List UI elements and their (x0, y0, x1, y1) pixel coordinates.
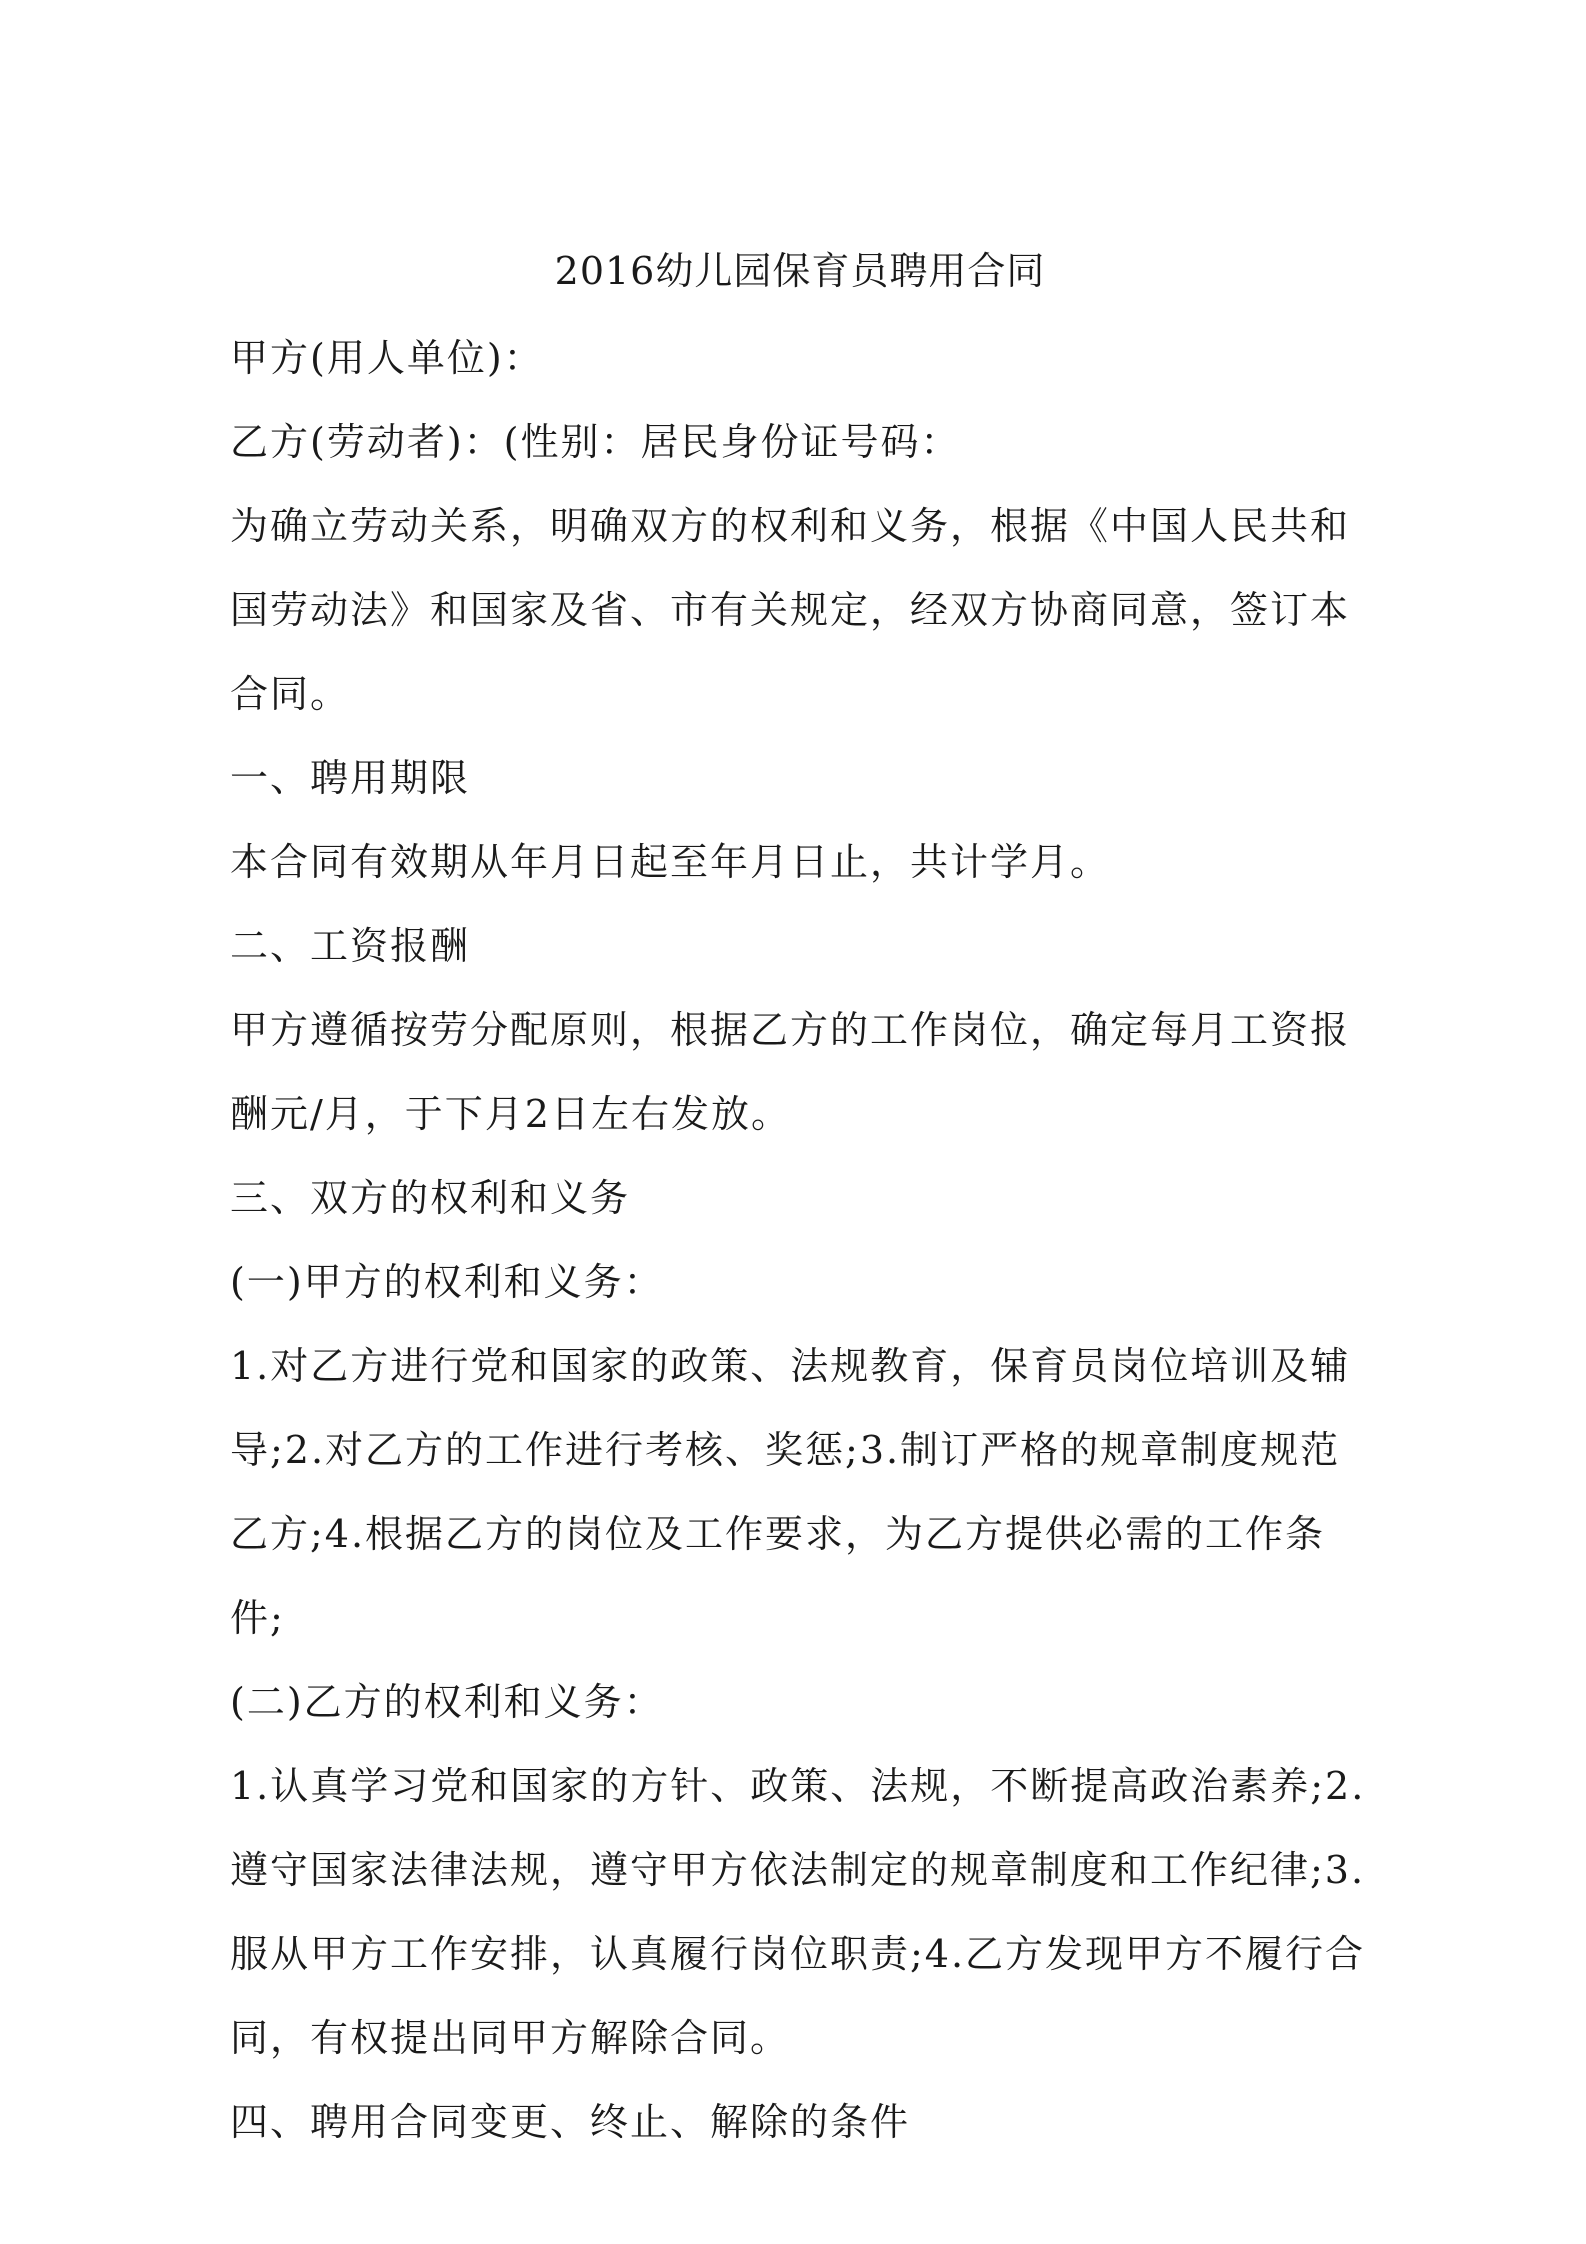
section-heading-rights: 三、双方的权利和义务 (230, 1176, 631, 1220)
party-b-line: 乙方(劳动者)：(性别：居民身份证号码： (230, 420, 961, 464)
subsection-heading-party-a: (一)甲方的权利和义务： (230, 1260, 664, 1304)
preamble-paragraph: 为确立劳动关系，明确双方的权利和义务，根据《中国人民共和国劳动法》和国家及省、市有关规定，经双方协商同意，签订本合同。 (230, 504, 1351, 716)
section-heading-salary: 二、工资报酬 (230, 924, 471, 968)
term-paragraph: 本合同有效期从年月日起至年月日止，共计学月。 (230, 840, 1111, 884)
document-title: 2016幼儿园保育员聘用合同 (554, 249, 1046, 293)
section-heading-term: 一、聘用期限 (230, 756, 471, 800)
party-a-rights-paragraph: 1.对乙方进行党和国家的政策、法规教育，保育员岗位培训及辅导;2.对乙方的工作进行考核、奖惩;3.制订严格的规章制度规范乙方;4.根据乙方的岗位及工作要求，为乙方提供必需的工作条件; (230, 1344, 1351, 1640)
party-b-rights-paragraph: 1.认真学习党和国家的方针、政策、法规，不断提高政治素养;2.遵守国家法律法规，遵守甲方依法制定的规章制度和工作纪律;3.服从甲方工作安排，认真履行岗位职责;4.乙方发现甲方不履行合同，有权提出同甲方解除合同。 (230, 1764, 1366, 2060)
section-heading-termination: 四、聘用合同变更、终止、解除的条件 (230, 2100, 911, 2144)
party-a-line: 甲方(用人单位)： (230, 336, 544, 380)
subsection-heading-party-b: (二)乙方的权利和义务： (230, 1680, 664, 1724)
salary-paragraph: 甲方遵循按劳分配原则，根据乙方的工作岗位，确定每月工资报酬元/月，于下月2日左右发放。 (230, 1008, 1351, 1136)
document-body (230, 236, 1370, 2164)
